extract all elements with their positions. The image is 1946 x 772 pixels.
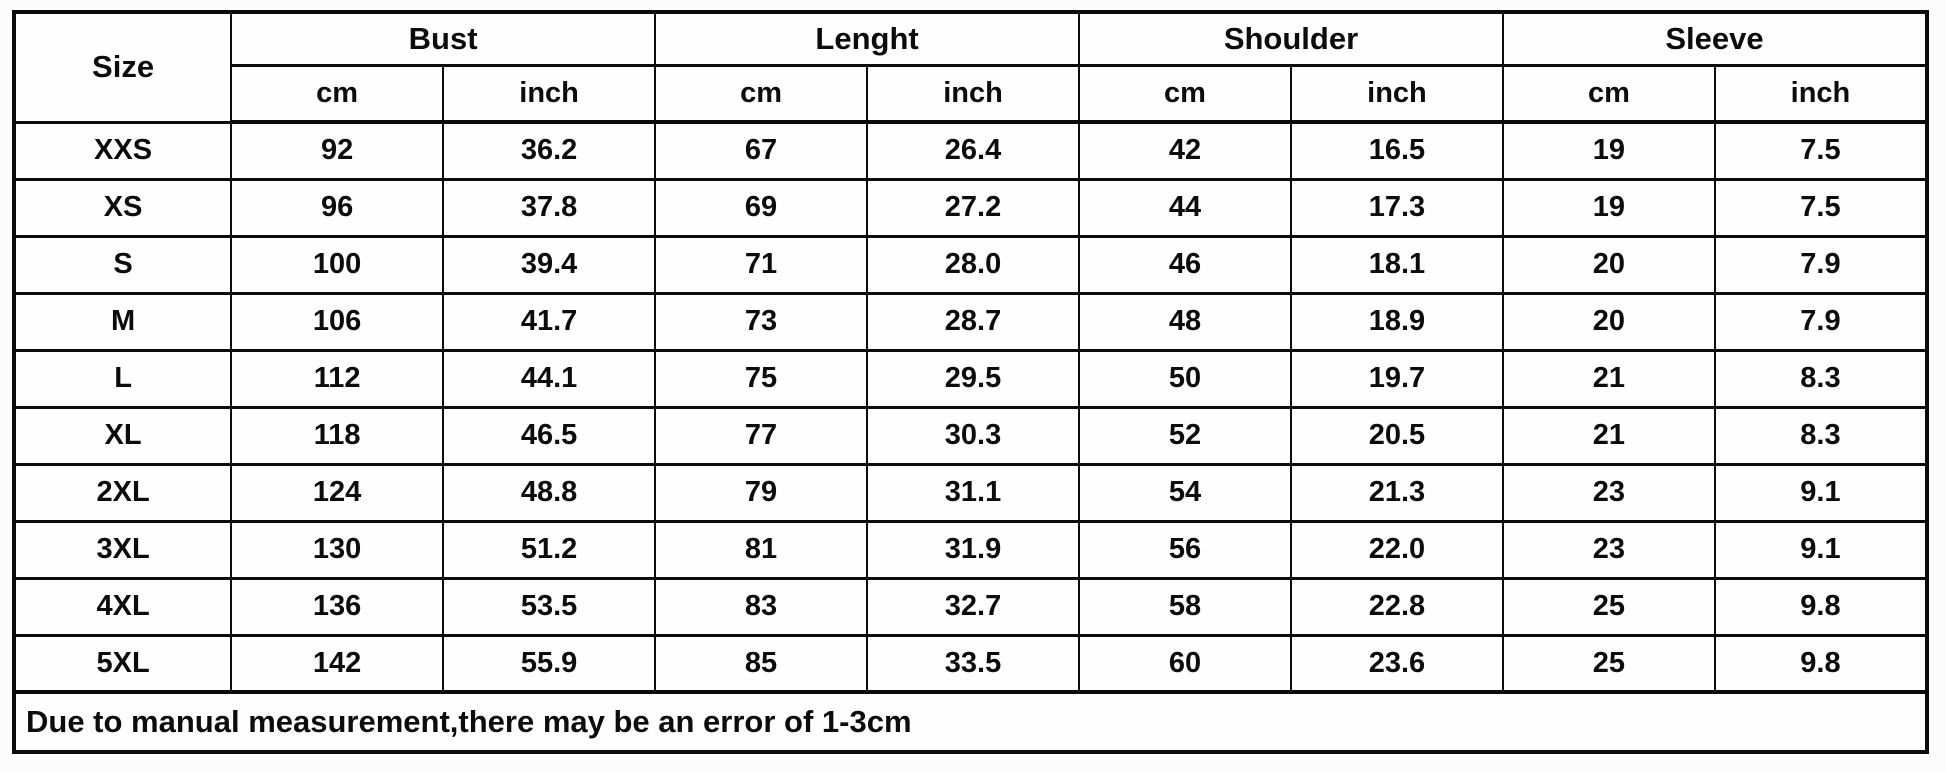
value-cell: 8.3 [1715,350,1927,407]
size-cell: 5XL [14,635,231,692]
footer-row [14,692,1927,752]
group-header-row [14,12,1927,66]
table-body [14,122,1927,692]
value-cell: 9.1 [1715,464,1927,521]
value-cell: 22.8 [1291,578,1503,635]
value-cell: 118 [231,407,443,464]
table-row [14,578,1927,635]
value-cell: 28.7 [867,293,1079,350]
value-cell: 124 [231,464,443,521]
value-cell: 23 [1503,521,1715,578]
table-row [14,407,1927,464]
table-row [14,521,1927,578]
value-cell: 71 [655,236,867,293]
table-row [14,635,1927,692]
value-cell: 55.9 [443,635,655,692]
value-cell: 22.0 [1291,521,1503,578]
value-cell: 56 [1079,521,1291,578]
table-footer [14,692,1927,752]
subheader-inch-shoulder: inch [1291,66,1503,123]
value-cell: 9.8 [1715,578,1927,635]
value-cell: 51.2 [443,521,655,578]
value-cell: 100 [231,236,443,293]
value-cell: 19.7 [1291,350,1503,407]
value-cell: 53.5 [443,578,655,635]
table-row [14,179,1927,236]
value-cell: 20 [1503,236,1715,293]
value-cell: 21.3 [1291,464,1503,521]
table-row [14,236,1927,293]
value-cell: 39.4 [443,236,655,293]
value-cell: 7.5 [1715,122,1927,179]
table-row [14,293,1927,350]
value-cell: 37.8 [443,179,655,236]
value-cell: 136 [231,578,443,635]
value-cell: 106 [231,293,443,350]
value-cell: 16.5 [1291,122,1503,179]
value-cell: 75 [655,350,867,407]
value-cell: 7.5 [1715,179,1927,236]
value-cell: 67 [655,122,867,179]
value-cell: 25 [1503,578,1715,635]
subheader-cm-sleeve: cm [1503,66,1715,123]
group-header-sleeve: Sleeve [1503,12,1927,66]
subheader-inch-bust: inch [443,66,655,123]
value-cell: 17.3 [1291,179,1503,236]
value-cell: 46.5 [443,407,655,464]
value-cell: 60 [1079,635,1291,692]
subheader-inch-sleeve: inch [1715,66,1927,123]
value-cell: 46 [1079,236,1291,293]
value-cell: 31.9 [867,521,1079,578]
value-cell: 21 [1503,350,1715,407]
value-cell: 27.2 [867,179,1079,236]
value-cell: 96 [231,179,443,236]
value-cell: 7.9 [1715,236,1927,293]
value-cell: 48 [1079,293,1291,350]
value-cell: 29.5 [867,350,1079,407]
value-cell: 142 [231,635,443,692]
table-row [14,464,1927,521]
value-cell: 8.3 [1715,407,1927,464]
group-header-bust: Bust [231,12,655,66]
value-cell: 20.5 [1291,407,1503,464]
table-row [14,122,1927,179]
size-cell: L [14,350,231,407]
size-cell: 2XL [14,464,231,521]
group-header-lenght: Lenght [655,12,1079,66]
value-cell: 85 [655,635,867,692]
value-cell: 83 [655,578,867,635]
value-cell: 73 [655,293,867,350]
size-cell: S [14,236,231,293]
value-cell: 31.1 [867,464,1079,521]
value-cell: 26.4 [867,122,1079,179]
value-cell: 23 [1503,464,1715,521]
subheader-cm-lenght: cm [655,66,867,123]
value-cell: 44 [1079,179,1291,236]
size-column-header: Size [14,12,231,122]
size-cell: XXS [14,122,231,179]
value-cell: 25 [1503,635,1715,692]
subheader-inch-lenght: inch [867,66,1079,123]
value-cell: 23.6 [1291,635,1503,692]
size-cell: 4XL [14,578,231,635]
value-cell: 81 [655,521,867,578]
value-cell: 41.7 [443,293,655,350]
subheader-cm-shoulder: cm [1079,66,1291,123]
size-cell: XS [14,179,231,236]
value-cell: 33.5 [867,635,1079,692]
value-cell: 48.8 [443,464,655,521]
table-header [14,12,1927,122]
value-cell: 92 [231,122,443,179]
value-cell: 9.1 [1715,521,1927,578]
size-cell: 3XL [14,521,231,578]
value-cell: 77 [655,407,867,464]
unit-header-row [14,66,1927,123]
subheader-cm-bust: cm [231,66,443,123]
value-cell: 19 [1503,179,1715,236]
value-cell: 79 [655,464,867,521]
value-cell: 112 [231,350,443,407]
size-chart-table [12,10,1929,754]
value-cell: 58 [1079,578,1291,635]
value-cell: 7.9 [1715,293,1927,350]
value-cell: 20 [1503,293,1715,350]
value-cell: 50 [1079,350,1291,407]
value-cell: 54 [1079,464,1291,521]
value-cell: 32.7 [867,578,1079,635]
value-cell: 21 [1503,407,1715,464]
table-row [14,350,1927,407]
value-cell: 42 [1079,122,1291,179]
group-header-shoulder: Shoulder [1079,12,1503,66]
value-cell: 19 [1503,122,1715,179]
value-cell: 18.9 [1291,293,1503,350]
value-cell: 44.1 [443,350,655,407]
value-cell: 9.8 [1715,635,1927,692]
value-cell: 52 [1079,407,1291,464]
value-cell: 30.3 [867,407,1079,464]
value-cell: 69 [655,179,867,236]
size-cell: M [14,293,231,350]
value-cell: 18.1 [1291,236,1503,293]
size-cell: XL [14,407,231,464]
value-cell: 28.0 [867,236,1079,293]
footer-note: Due to manual measurement,there may be an error of 1-3cm [14,692,1927,752]
value-cell: 36.2 [443,122,655,179]
value-cell: 130 [231,521,443,578]
